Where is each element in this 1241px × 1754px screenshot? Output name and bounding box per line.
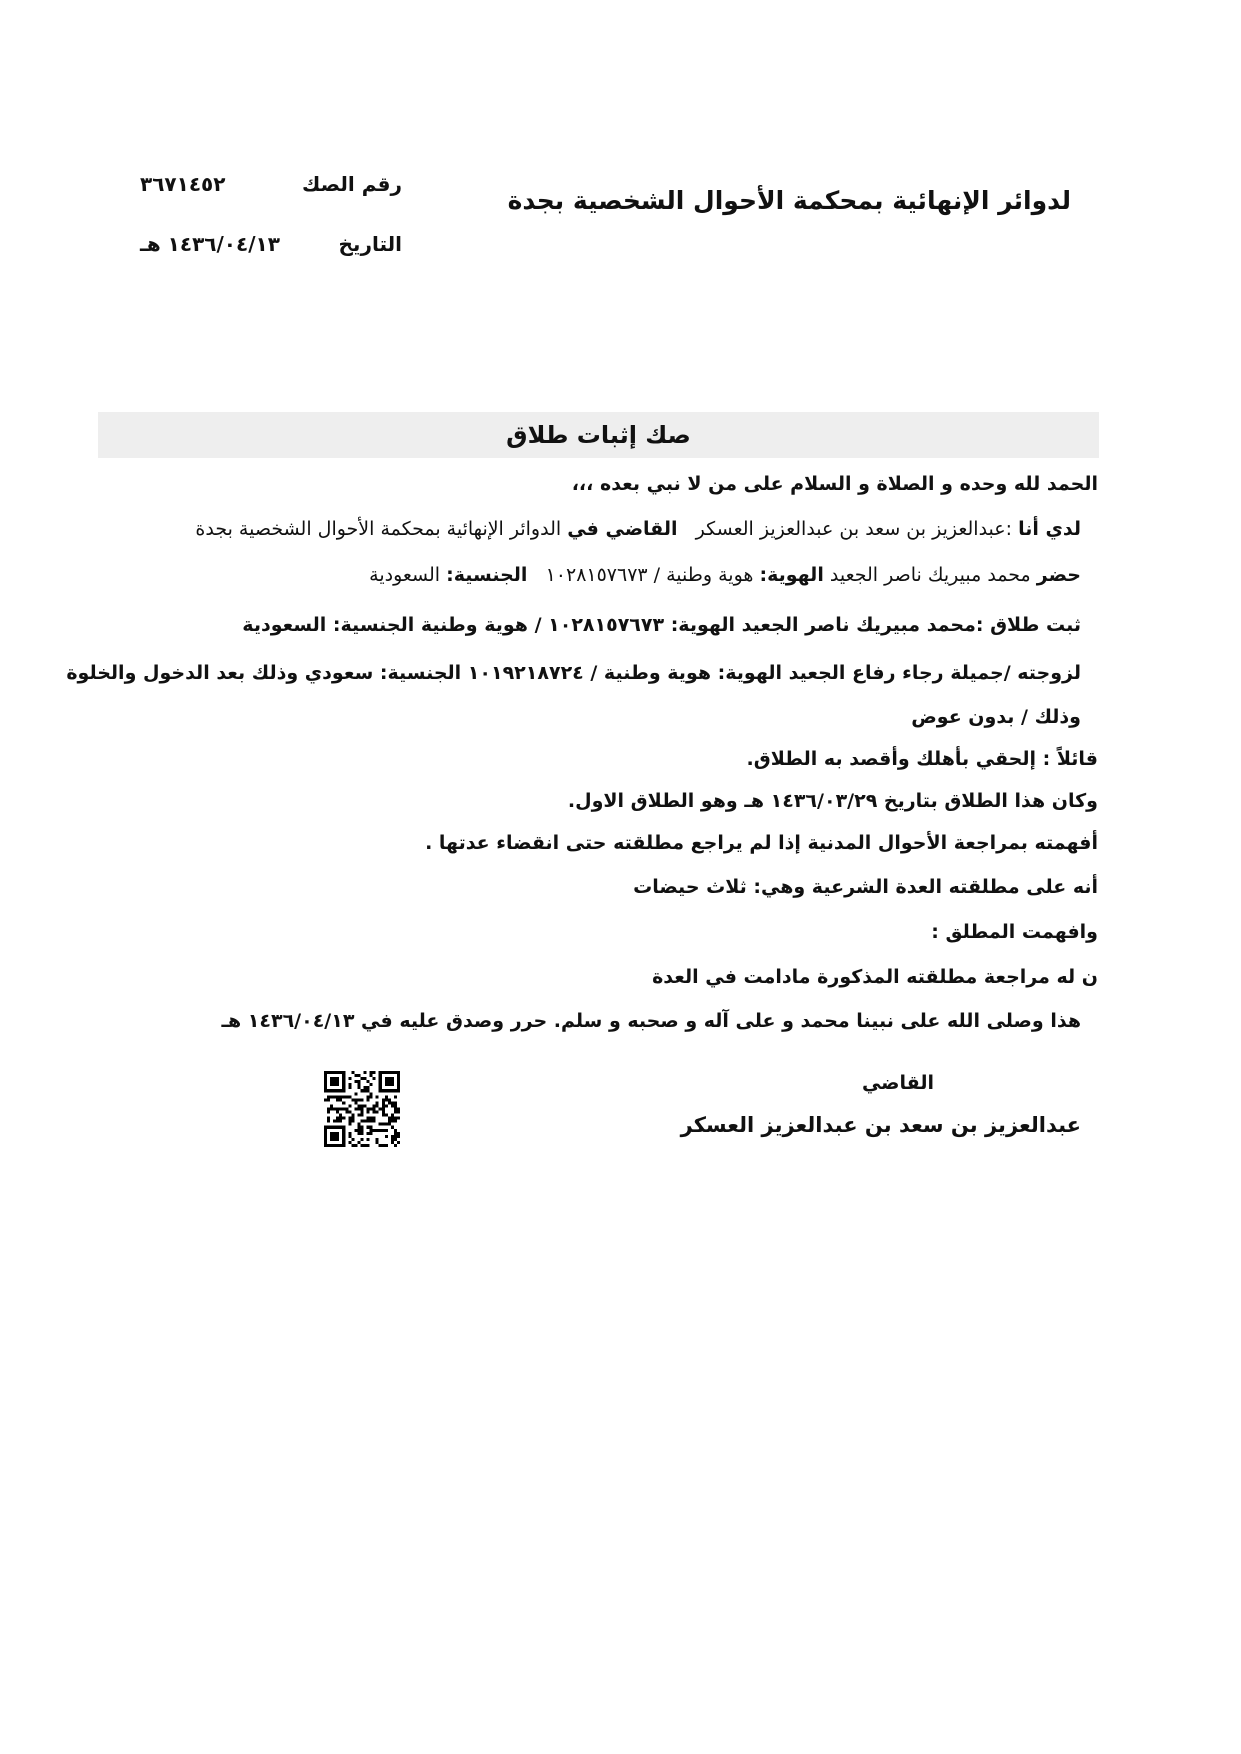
judge-prefix: لدي أنا (1018, 518, 1081, 540)
date-value: ١٤٣٦/٠٤/١٣ هـ (140, 232, 280, 256)
date-label: التاريخ (338, 232, 402, 256)
judge-line (195, 518, 1081, 540)
opening-line: الحمد لله وحده و الصلاة و السلام على من لا نبي بعده ،،، (571, 473, 1098, 495)
divorce-statement: ثبت طلاق :محمد مبيريك ناصر الجعيد الهوية: ١٠٢٨١٥٧٦٧٣ / هوية وطنية الجنسية: السعودية (242, 614, 1081, 636)
attendee-name: محمد مبيريك ناصر الجعيد (823, 564, 1031, 586)
deed-number-label: رقم الصك (302, 172, 402, 196)
waiting-period-line: أنه على مطلقته العدة الشرعية وهي: ثلاث حيضات (633, 876, 1098, 898)
deed-number-row (140, 172, 402, 198)
attendee-prefix: حضر (1036, 564, 1081, 586)
deed-number: ٣٦٧١٤٥٢ (140, 172, 226, 196)
court-name: لدوائر الإنهائية بمحكمة الأحوال الشخصية بجدة (507, 186, 1071, 215)
divorce-date-line: وكان هذا الطلاق بتاريخ ١٤٣٦/٠٣/٢٩ هـ وهو الطلاق الاول. (567, 790, 1098, 812)
wife-line: لزوجته /جميلة رجاء رفاع الجعيد الهوية: هوية وطنية / ١٠١٩٢١٨٧٢٤ الجنسية: سعودي وذلك بعد الدخول والخلوة (66, 662, 1081, 684)
judge-court: الدوائر الإنهائية بمحكمة الأحوال الشخصية بجدة (195, 518, 568, 540)
signature-title: القاضي (861, 1072, 934, 1094)
compensation-line: وذلك / بدون عوض (911, 706, 1081, 728)
closing-line: هذا وصلى الله على نبينا محمد و على آله و صحبه و سلم. حرر وصدق عليه في ١٤٣٦/٠٤/١٣ هـ (221, 1010, 1081, 1032)
informed-line: أفهمته بمراجعة الأحوال المدنية إذا لم يراجع مطلقته حتى انقضاء عدتها . (425, 832, 1098, 854)
date-row (140, 232, 402, 258)
qr-code-icon (324, 1071, 400, 1151)
right-to-return-line: ن له مراجعة مطلقته المذكورة مادامت في العدة (652, 966, 1098, 988)
judge-name: :عبدالعزيز بن سعد بن عبدالعزيز العسكر (695, 518, 1019, 540)
attendee-nationality-value: السعودية (369, 564, 447, 586)
attendee-id-value: هوية وطنية / ١٠٢٨١٥٧٦٧٣ (539, 564, 760, 586)
attendee-id-label: الهوية: (759, 564, 824, 586)
attendee-line (369, 564, 1081, 586)
attendee-nationality-label: الجنسية: (446, 564, 528, 586)
divorce-saying: قائلاً : إلحقي بأهلك وأقصد به الطلاق. (746, 748, 1098, 770)
judge-role: القاضي في (567, 518, 678, 540)
document-title: صك إثبات طلاق (98, 412, 1099, 458)
informed-divorcer-line: وافهمت المطلق : (931, 921, 1098, 943)
signature-name: عبدالعزيز بن سعد بن عبدالعزيز العسكر (680, 1113, 1081, 1137)
